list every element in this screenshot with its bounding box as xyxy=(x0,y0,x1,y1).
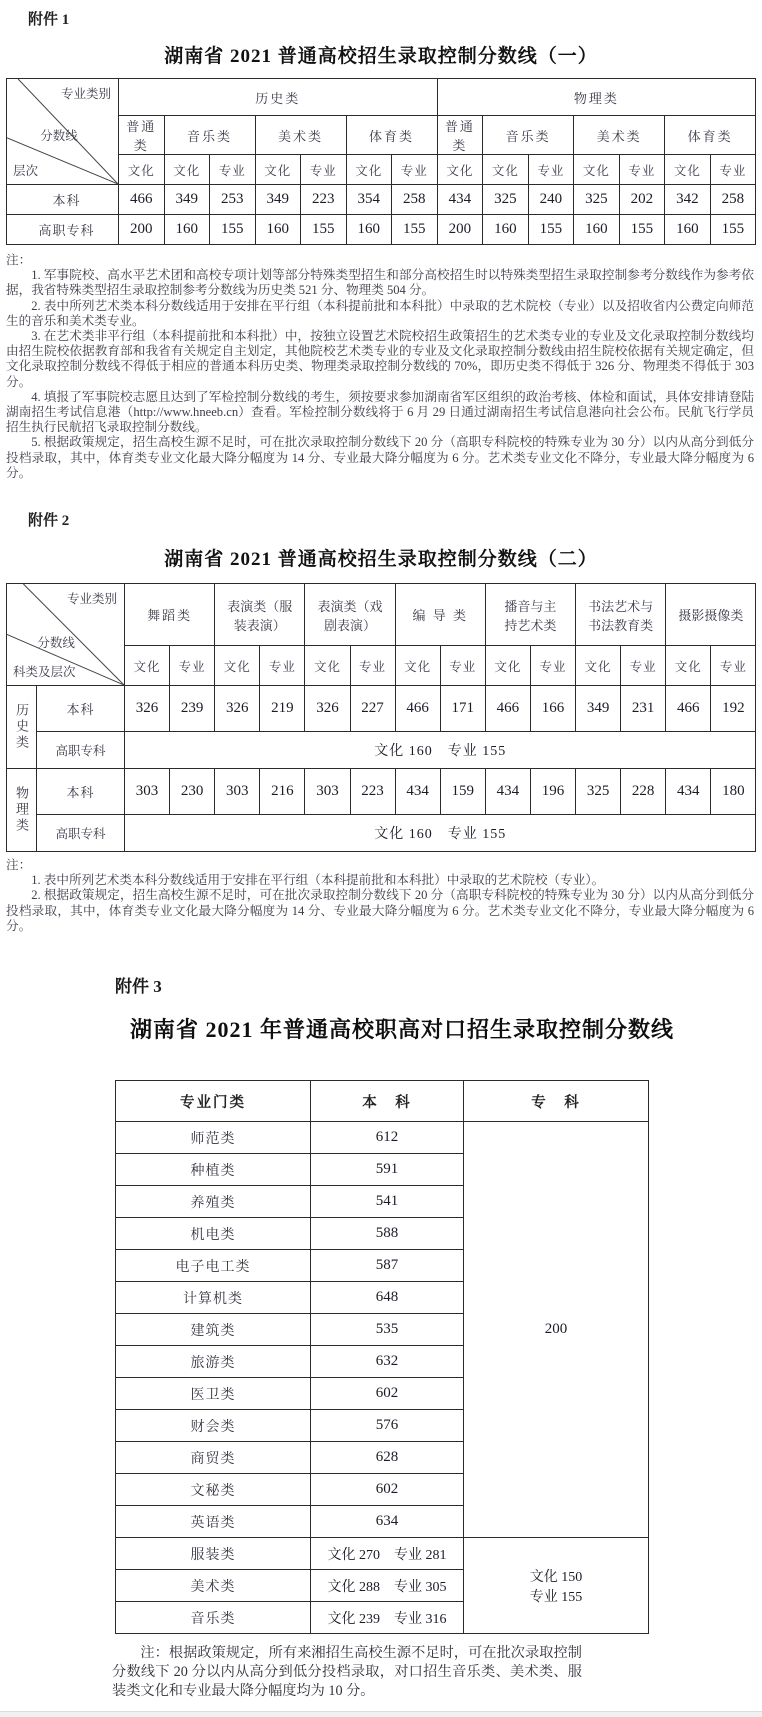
score-cell: 303 xyxy=(215,769,260,815)
score-cell: 602 xyxy=(311,1378,464,1410)
score-cell: 239 xyxy=(170,686,215,732)
col-header: 文化 xyxy=(255,155,301,185)
category-header: 编 导 类 xyxy=(395,584,485,646)
score-cell: 648 xyxy=(311,1282,464,1314)
category-name: 师范类 xyxy=(116,1122,311,1154)
score-cell: 588 xyxy=(311,1218,464,1250)
col-header: 文化 xyxy=(574,155,620,185)
category-name: 旅游类 xyxy=(116,1346,311,1378)
score-cell: 434 xyxy=(395,769,440,815)
score-cell: 576 xyxy=(311,1410,464,1442)
score-cell: 349 xyxy=(164,185,210,215)
corner-label-subject-level: 科类及层次 xyxy=(13,665,76,680)
col-header: 文化 xyxy=(395,646,440,686)
score-cell: 541 xyxy=(311,1186,464,1218)
note-item: 5. 根据政策规定，招生高校生源不足时，可在批次录取控制分数线下 20 分（高职专科院校的特殊专业为 30 分）以内从高分到低分投档录取，其中，体育类专业文化最大降分幅度为 14 分、专业最大降分幅度为 6 分。艺术类专业文化不降分，专业最大降分幅度为 6 分。 xyxy=(6,435,754,480)
score-cell: 342 xyxy=(665,185,711,215)
col-header: 文化 xyxy=(164,155,210,185)
score-cell: 160 xyxy=(255,215,301,245)
score-cell: 434 xyxy=(666,769,711,815)
category-header: 摄影摄像类 xyxy=(666,584,756,646)
score-cell: 155 xyxy=(619,215,665,245)
category-name: 机电类 xyxy=(116,1218,311,1250)
category-name: 美术类 xyxy=(116,1570,311,1602)
note-item: 2. 根据政策规定，招生高校生源不足时，可在批次录取控制分数线下 20 分（高职专科院校的特殊专业为 30 分）以内从高分到低分投档录取，其中，体育类专业文化最大降分幅度为 14 分、专业最大降分幅度为 6 分。艺术类专业文化不降分，专业最大降分幅度为 6 分。 xyxy=(6,888,754,933)
t3-header-category: 专业门类 xyxy=(116,1081,311,1122)
col-header: 文化 xyxy=(346,155,392,185)
col-header: 专业 xyxy=(710,155,756,185)
score-cell: 166 xyxy=(530,686,575,732)
subgroup-header: 体育类 xyxy=(346,116,437,155)
score-cell: 602 xyxy=(311,1474,464,1506)
category-name: 文秘类 xyxy=(116,1474,311,1506)
attachment1-label: 附件 1 xyxy=(28,12,70,28)
category-name: 财会类 xyxy=(116,1410,311,1442)
col-header: 文化 xyxy=(125,646,170,686)
category-name: 计算机类 xyxy=(116,1282,311,1314)
note-item: 1. 军事院校、高水平艺术团和高校专项计划等部分特殊类型招生和部分高校招生时以特殊类型招生录取控制参考分数线作为参考依据，我省特殊类型招生录取控制参考分数线为历史类 521 分、物理类 504 分。 xyxy=(6,268,754,298)
corner-label-level: 层次 xyxy=(13,164,39,178)
table-row xyxy=(7,686,756,732)
score-cell: 160 xyxy=(164,215,210,245)
table-row xyxy=(116,1122,649,1154)
table-row xyxy=(7,215,756,245)
notes-label: 注： xyxy=(6,858,32,873)
score-cell: 303 xyxy=(305,769,350,815)
col-header: 专业 xyxy=(210,155,256,185)
subgroup-header: 音乐类 xyxy=(483,116,574,155)
table-row xyxy=(7,815,756,852)
col-header: 专业 xyxy=(350,646,395,686)
score-cell: 192 xyxy=(711,686,756,732)
subgroup-header: 美术类 xyxy=(255,116,346,155)
score-cell: 466 xyxy=(395,686,440,732)
table1-title: 湖南省 2021 普通高校招生录取控制分数线（一） xyxy=(164,46,598,67)
col-header: 专业 xyxy=(530,646,575,686)
col-header: 专业 xyxy=(170,646,215,686)
subgroup-header: 美术类 xyxy=(574,116,665,155)
corner-label-category: 专业类别 xyxy=(66,592,117,607)
score-cell: 155 xyxy=(210,215,256,245)
score-cell: 230 xyxy=(170,769,215,815)
table-row xyxy=(116,1538,649,1570)
table-row xyxy=(7,769,756,815)
score-cell: 223 xyxy=(301,185,347,215)
score-cell: 326 xyxy=(125,686,170,732)
zhuanke-merged-cell xyxy=(464,1538,649,1634)
category-name: 商贸类 xyxy=(116,1442,311,1474)
category-header: 表演类（戏剧表演） xyxy=(305,584,395,646)
score-cell: 591 xyxy=(311,1154,464,1186)
page-bottom-divider xyxy=(0,1711,762,1717)
score-cell: 155 xyxy=(301,215,347,245)
notes-table2 xyxy=(6,858,754,934)
col-header: 文化 xyxy=(665,155,711,185)
col-header: 文化 xyxy=(305,646,350,686)
col-header: 文化 xyxy=(485,646,530,686)
score-cell: 200 xyxy=(119,215,165,245)
score-cell: 466 xyxy=(485,686,530,732)
score-cell: 160 xyxy=(665,215,711,245)
subgroup-header: 音乐类 xyxy=(164,116,255,155)
note-item: 3. 在艺术类非平行组（本科提前批和本科批）中，按独立设置艺术院校招生政策招生的艺术类专业的专业及文化录取控制分数线均由招生院校依据教育部和我省有关规定自主划定，其他院校艺术类专业的专业及文化录取控制分数线由招生院校依据有关规定确定，但文化录取控制分数线不得低于相应的普通本科历史类、物理类录取控制分数线的 70%，即历史类不得低于 326 分、物理类不得低于 303 分。 xyxy=(6,329,754,389)
t3-header-benke: 本 科 xyxy=(311,1081,464,1122)
category-name: 音乐类 xyxy=(116,1602,311,1634)
subject-label-history: 历史类 xyxy=(7,686,37,769)
table2-title: 湖南省 2021 普通高校招生录取控制分数线（二） xyxy=(164,549,598,571)
score-cell: 326 xyxy=(215,686,260,732)
col-header: 专业 xyxy=(392,155,438,185)
score-cell: 文化 288 专业 305 xyxy=(311,1570,464,1602)
col-header: 文化 xyxy=(119,155,165,185)
score-cell: 325 xyxy=(574,185,620,215)
score-table-2 xyxy=(6,583,756,852)
subgroup-header: 普通类 xyxy=(119,116,165,155)
score-cell: 326 xyxy=(305,686,350,732)
attachment2-label: 附件 2 xyxy=(28,513,70,530)
category-name: 服装类 xyxy=(116,1538,311,1570)
score-cell: 文化 270 专业 281 xyxy=(311,1538,464,1570)
score-cell: 349 xyxy=(255,185,301,215)
score-cell: 466 xyxy=(119,185,165,215)
score-cell: 155 xyxy=(392,215,438,245)
col-header: 专业 xyxy=(711,646,756,686)
zhuanke-major-line: 专业 155 xyxy=(529,1589,583,1605)
score-cell: 253 xyxy=(210,185,256,215)
score-cell: 612 xyxy=(311,1122,464,1154)
score-cell: 434 xyxy=(485,769,530,815)
score-cell: 228 xyxy=(621,769,666,815)
score-cell: 634 xyxy=(311,1506,464,1538)
score-cell: 258 xyxy=(392,185,438,215)
zhuanke-merged-cell: 200 xyxy=(464,1122,649,1538)
score-cell: 349 xyxy=(576,686,621,732)
col-header: 专业 xyxy=(440,646,485,686)
score-cell: 303 xyxy=(125,769,170,815)
score-cell: 文化 239 专业 316 xyxy=(311,1602,464,1634)
score-cell: 160 xyxy=(346,215,392,245)
corner-label-category: 专业类别 xyxy=(60,87,111,101)
col-header: 文化 xyxy=(576,646,621,686)
notes-label: 注： xyxy=(6,253,32,267)
row-label-gaozhi: 高职专科 xyxy=(37,815,125,852)
col-header: 专业 xyxy=(621,646,666,686)
col-header: 文化 xyxy=(666,646,711,686)
table-row xyxy=(7,732,756,769)
score-cell: 216 xyxy=(260,769,305,815)
score-cell: 628 xyxy=(311,1442,464,1474)
note-item: 4. 填报了军事院校志愿且达到了军检控制分数线的考生，须按要求参加湖南省军区组织的政治考核、体检和面试，具体安排请登陆湖南招生考试信息港（http://www.hneeb.cn）查看。军检控制分数线将于 6 月 29 日通过湖南招生考试信息港向社会公布。民航飞行学员招生执行民航招飞录取控制分数线。 xyxy=(6,389,754,435)
score-cell: 171 xyxy=(440,686,485,732)
score-cell: 227 xyxy=(350,686,395,732)
score-cell: 325 xyxy=(576,769,621,815)
score-cell: 223 xyxy=(350,769,395,815)
group-header-history: 历史类 xyxy=(119,79,438,116)
row-label-benke: 本科 xyxy=(37,686,125,732)
col-header: 文化 xyxy=(437,155,483,185)
score-cell: 219 xyxy=(260,686,305,732)
score-cell: 535 xyxy=(311,1314,464,1346)
score-cell: 240 xyxy=(528,185,574,215)
col-header: 专业 xyxy=(301,155,347,185)
corner-label-scoreline: 分数线 xyxy=(40,129,78,144)
subgroup-header: 普通类 xyxy=(437,116,483,155)
col-header: 专业 xyxy=(260,646,305,686)
category-name: 英语类 xyxy=(116,1506,311,1538)
zhuanke-culture-line: 文化 150 xyxy=(529,1569,583,1585)
note-table3: 注：根据政策规定，所有来湘招生高校生源不足时，可在批次录取控制分数线下 20 分以内从高分到低分投档录取，对口招生音乐类、美术类、服装类文化和专业最大降分幅度均为 10 分。 xyxy=(112,1645,582,1700)
score-cell: 632 xyxy=(311,1346,464,1378)
score-cell: 155 xyxy=(528,215,574,245)
category-name: 建筑类 xyxy=(116,1314,311,1346)
merged-score-cell: 文化 160 专业 155 xyxy=(125,732,756,769)
category-name: 电子电工类 xyxy=(116,1250,311,1282)
score-cell: 160 xyxy=(483,215,529,245)
category-header: 舞蹈类 xyxy=(125,584,215,646)
col-header: 专业 xyxy=(619,155,665,185)
col-header: 专业 xyxy=(528,155,574,185)
merged-score-cell: 文化 160 专业 155 xyxy=(125,815,756,852)
score-cell: 587 xyxy=(311,1250,464,1282)
col-header: 文化 xyxy=(483,155,529,185)
subject-label-physics: 物理类 xyxy=(7,769,37,852)
row-label-benke: 本科 xyxy=(7,185,119,215)
note-item: 2. 表中所列艺术类本科分数线适用于安排在平行组（本科提前批和本科批）中录取的艺术院校（专业）以及招收省内公费定向师范生的音乐和美术类专业。 xyxy=(6,298,754,328)
row-label-gaozhi: 高职专科 xyxy=(7,215,119,245)
score-cell: 155 xyxy=(710,215,756,245)
category-name: 养殖类 xyxy=(116,1186,311,1218)
score-cell: 200 xyxy=(437,215,483,245)
score-cell: 196 xyxy=(530,769,575,815)
category-name: 种植类 xyxy=(116,1154,311,1186)
t3-header-zhuanke: 专 科 xyxy=(464,1081,649,1122)
subgroup-header: 体育类 xyxy=(665,116,756,155)
table3-title: 湖南省 2021 年普通高校职高对口招生录取控制分数线 xyxy=(130,1017,675,1043)
row-label-gaozhi: 高职专科 xyxy=(37,732,125,769)
score-cell: 258 xyxy=(710,185,756,215)
category-name: 医卫类 xyxy=(116,1378,311,1410)
table2-corner-cell xyxy=(7,584,125,686)
score-cell: 202 xyxy=(619,185,665,215)
table1-corner-cell xyxy=(7,79,119,185)
table-row xyxy=(7,185,756,215)
score-cell: 325 xyxy=(483,185,529,215)
score-cell: 159 xyxy=(440,769,485,815)
attachment3-label: 附件 3 xyxy=(115,977,162,997)
category-header: 书法艺术与书法教育类 xyxy=(576,584,666,646)
notes-table1 xyxy=(6,253,754,481)
category-header: 表演类（服装表演） xyxy=(215,584,305,646)
score-cell: 466 xyxy=(666,686,711,732)
score-cell: 434 xyxy=(437,185,483,215)
score-table-1 xyxy=(6,78,756,245)
row-label-benke: 本科 xyxy=(37,769,125,815)
score-cell: 160 xyxy=(574,215,620,245)
score-cell: 354 xyxy=(346,185,392,215)
note-item: 1. 表中所列艺术类本科分数线适用于安排在平行组（本科提前批和本科批）中录取的艺术院校（专业）。 xyxy=(31,873,605,888)
category-header: 播音与主持艺术类 xyxy=(485,584,575,646)
group-header-physics: 物理类 xyxy=(437,79,756,116)
col-header: 文化 xyxy=(215,646,260,686)
corner-label-scoreline: 分数线 xyxy=(37,635,75,650)
score-cell: 180 xyxy=(711,769,756,815)
score-table-3 xyxy=(115,1080,649,1634)
score-cell: 231 xyxy=(621,686,666,732)
